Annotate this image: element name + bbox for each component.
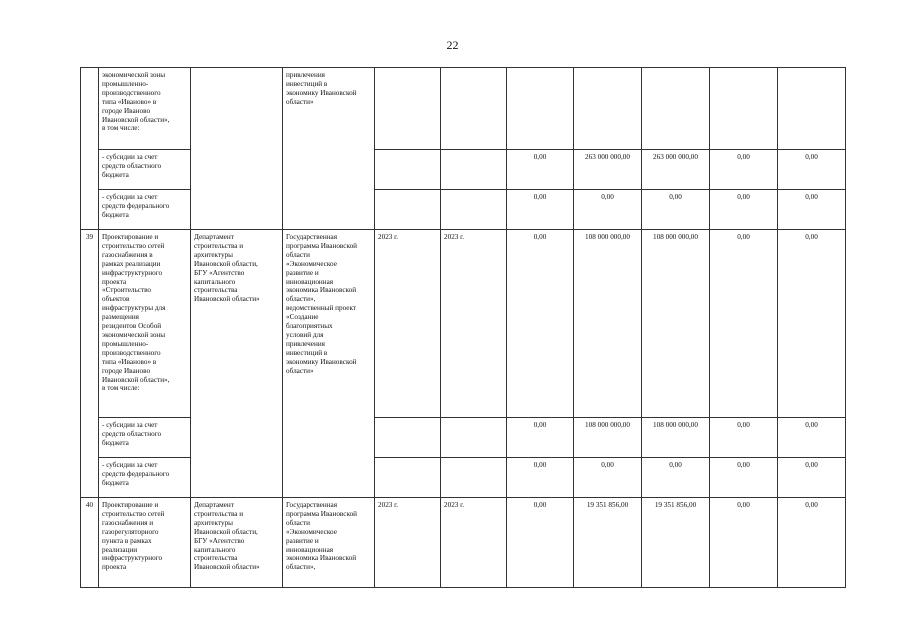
- amount-cell: 108 000 000,00: [642, 230, 710, 418]
- amount-cell: 108 000 000,00: [642, 418, 710, 458]
- table-row: [81, 498, 846, 588]
- amount-cell: 0,00: [574, 190, 642, 230]
- start-year-cell: [375, 458, 441, 498]
- start-year-cell: 2023 г.: [375, 498, 441, 588]
- amount-cell: [642, 68, 710, 150]
- amount-cell: 0,00: [642, 458, 710, 498]
- executor-cell: [191, 68, 283, 230]
- end-year-cell: [441, 418, 507, 458]
- amount-cell: 0,00: [778, 458, 846, 498]
- amount-cell: 108 000 000,00: [574, 230, 642, 418]
- amount-cell: 0,00: [778, 150, 846, 190]
- name-cell: - субсидии за счет средств областного бюджета: [99, 150, 191, 190]
- amount-cell: 0,00: [710, 190, 778, 230]
- amount-cell: 0,00: [507, 498, 574, 588]
- executor-cell: Департамент строительства и архитектуры Ивановской области, БГУ «Агентство капитального строительства Ивановской области»: [191, 498, 283, 588]
- end-year-cell: [441, 190, 507, 230]
- program-cell: привлечения инвестиций в экономику Ивановской области»: [283, 68, 375, 230]
- amount-cell: 0,00: [642, 190, 710, 230]
- amount-cell: 0,00: [710, 230, 778, 418]
- end-year-cell: [441, 68, 507, 150]
- amount-cell: 0,00: [574, 458, 642, 498]
- row-number-cell: [81, 68, 99, 230]
- program-cell: Государственная программа Ивановской области «Экономическое развитие и инновационная экономика Ивановской области»,: [283, 498, 375, 588]
- amount-cell: 0,00: [778, 498, 846, 588]
- start-year-cell: [375, 418, 441, 458]
- amount-cell: 0,00: [710, 458, 778, 498]
- program-cell: Государственная программа Ивановской области «Экономическое развитие и инновационная экономика Ивановской области», ведомственный проект «Создание благоприятных условий для привлечения инвестиций в экономику Ивановской области»: [283, 230, 375, 498]
- executor-cell: Департамент строительства и архитектуры Ивановской области, БГУ «Агентство капитального строительства Ивановской области»: [191, 230, 283, 498]
- amount-cell: 0,00: [778, 190, 846, 230]
- amount-cell: [507, 68, 574, 150]
- amount-cell: [574, 68, 642, 150]
- end-year-cell: [441, 150, 507, 190]
- name-cell: Проектирование и строительство сетей газоснабжения в рамках реализации инфраструктурного проекта «Строительство объектов инфраструктуры для размещения резидентов Особой экономической зоны промышленно- производственного типа «Иваново» в городе Иваново Ивановской области», в том числе:: [99, 230, 191, 418]
- start-year-cell: [375, 150, 441, 190]
- amount-cell: 0,00: [710, 498, 778, 588]
- amount-cell: 0,00: [710, 418, 778, 458]
- amount-cell: 263 000 000,00: [574, 150, 642, 190]
- amount-cell: 0,00: [778, 418, 846, 458]
- amount-cell: 0,00: [507, 230, 574, 418]
- name-cell: - субсидии за счет средств федерального бюджета: [99, 458, 191, 498]
- amount-cell: 0,00: [507, 418, 574, 458]
- name-cell: Проектирование и строительство сетей газоснабжения и газорегуляторного пункта в рамках реализации инфраструктурного проекта: [99, 498, 191, 588]
- amount-cell: 0,00: [778, 230, 846, 418]
- start-year-cell: 2023 г.: [375, 230, 441, 418]
- amount-cell: 19 351 856,00: [574, 498, 642, 588]
- name-cell: экономической зоны промышленно- производственного типа «Иваново» в городе Иваново Ивановской области», в том числе:: [99, 68, 191, 150]
- amount-cell: 0,00: [507, 190, 574, 230]
- amount-cell: 19 351 856,00: [642, 498, 710, 588]
- end-year-cell: 2023 г.: [441, 498, 507, 588]
- start-year-cell: [375, 68, 441, 150]
- name-cell: - субсидии за счет средств областного бюджета: [99, 418, 191, 458]
- amount-cell: 0,00: [507, 458, 574, 498]
- amount-cell: 0,00: [710, 150, 778, 190]
- end-year-cell: [441, 458, 507, 498]
- row-number-cell: 39: [81, 230, 99, 498]
- amount-cell: 0,00: [507, 150, 574, 190]
- budget-table: [80, 67, 846, 588]
- table-row: [81, 68, 846, 150]
- page-number: 22: [446, 38, 459, 52]
- amount-cell: 108 000 000,00: [574, 418, 642, 458]
- name-cell: - субсидии за счет средств федерального бюджета: [99, 190, 191, 230]
- row-number-cell: 40: [81, 498, 99, 588]
- amount-cell: [778, 68, 846, 150]
- start-year-cell: [375, 190, 441, 230]
- table-row: [81, 230, 846, 418]
- amount-cell: [710, 68, 778, 150]
- amount-cell: 263 000 000,00: [642, 150, 710, 190]
- end-year-cell: 2023 г.: [441, 230, 507, 418]
